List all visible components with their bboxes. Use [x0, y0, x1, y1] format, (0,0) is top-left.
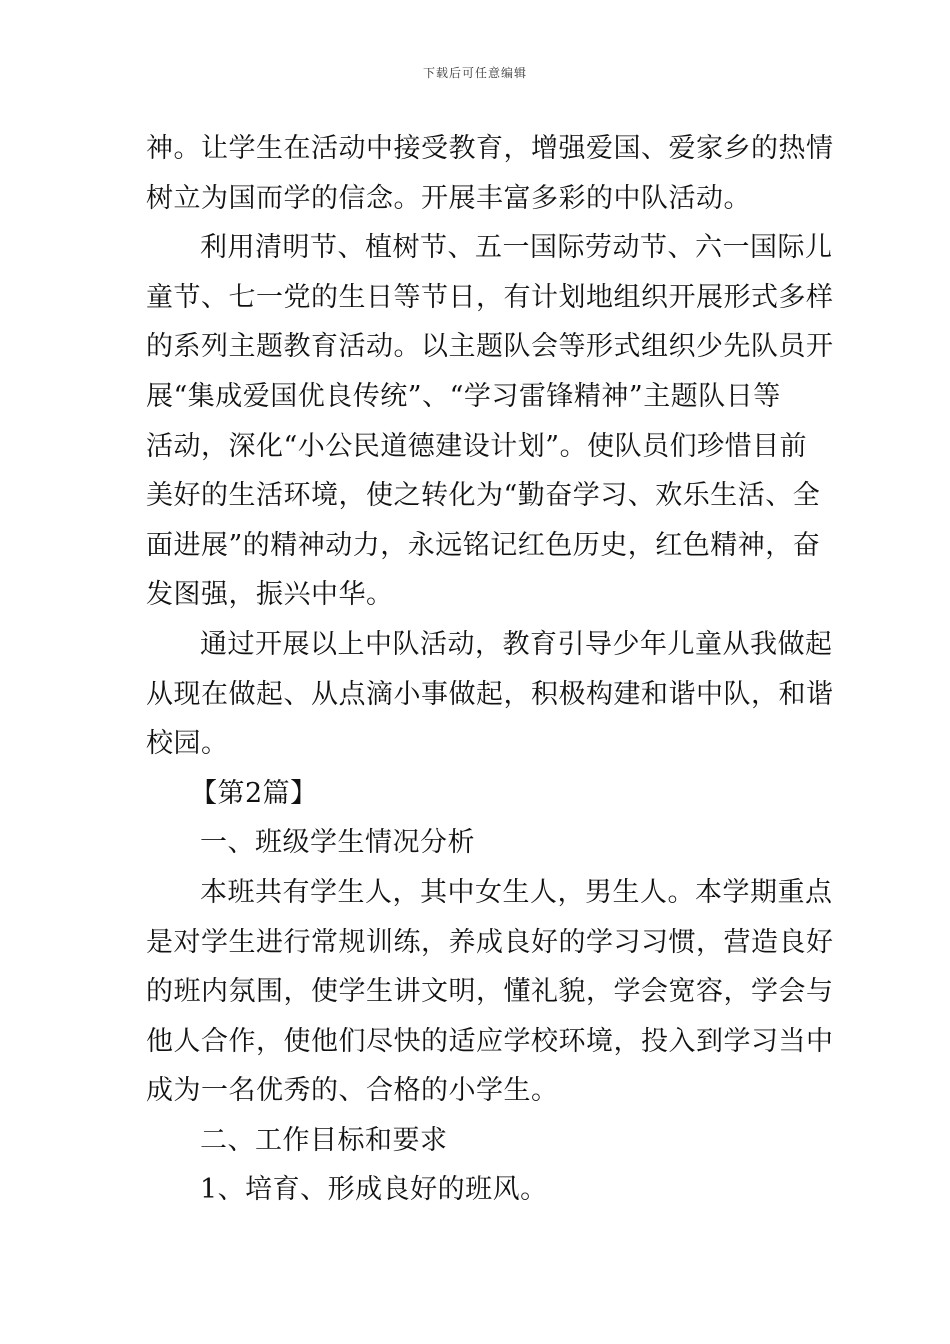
text-line: 通过开展以上中队活动，教育引导少年儿童从我做起 — [200, 628, 833, 660]
text-line: 是对学生进行常规训练，养成良好的学习习惯，营造良好 — [146, 926, 834, 958]
text-line: 树立为国而学的信念。开展丰富多彩的中队活动。 — [146, 182, 751, 214]
text-line: 校园。 — [146, 728, 229, 760]
text-line: 面进展”的精神动力，永远铭记红色历史，红色精神，奋 — [146, 529, 821, 561]
text-line: 本班共有学生人，其中女生人，男生人。本学期重点 — [200, 876, 833, 908]
subsection-heading: 二、工作目标和要求 — [200, 1124, 448, 1156]
text-line: 的系列主题教育活动。以主题队会等形式组织少先队员开 — [146, 331, 834, 363]
document-body — [146, 124, 834, 1215]
text-line: 神。让学生在活动中接受教育，增强爱国、爱家乡的热情 — [146, 133, 834, 164]
text-line: 1、培育、形成良好的班风。 — [200, 1174, 548, 1206]
text-line: 从现在做起、从点滴小事做起，积极构建和谐中队，和谐 — [146, 678, 834, 710]
section-heading: 【第2篇】 — [190, 777, 318, 809]
text-line: 利用清明节、植树节、五一国际劳动节、六一国际儿 — [200, 232, 833, 264]
text-line: 美好的生活环境，使之转化为“勤奋学习、欢乐生活、全 — [146, 480, 821, 512]
text-line: 他人合作，使他们尽快的适应学校环境，投入到学习当中 — [146, 1025, 834, 1057]
text-line: 发图强，振兴中华。 — [146, 579, 394, 611]
text-line: 成为一名优秀的、合格的小学生。 — [146, 1075, 559, 1107]
text-line: 活动，深化“小公民道德建设计划”。使队员们珍惜目前 — [146, 430, 808, 462]
text-line: 童节、七一党的生日等节日，有计划地组织开展形式多样 — [146, 281, 834, 313]
text-line: 展“集成爱国优良传统”、“学习雷锋精神”主题队日等 — [146, 380, 781, 412]
page-header: 下载后可任意编辑 — [422, 66, 527, 80]
text-line: 的班内氛围，使学生讲文明，懂礼貌，学会宽容，学会与 — [146, 976, 834, 1008]
subsection-heading: 一、班级学生情况分析 — [200, 827, 475, 859]
